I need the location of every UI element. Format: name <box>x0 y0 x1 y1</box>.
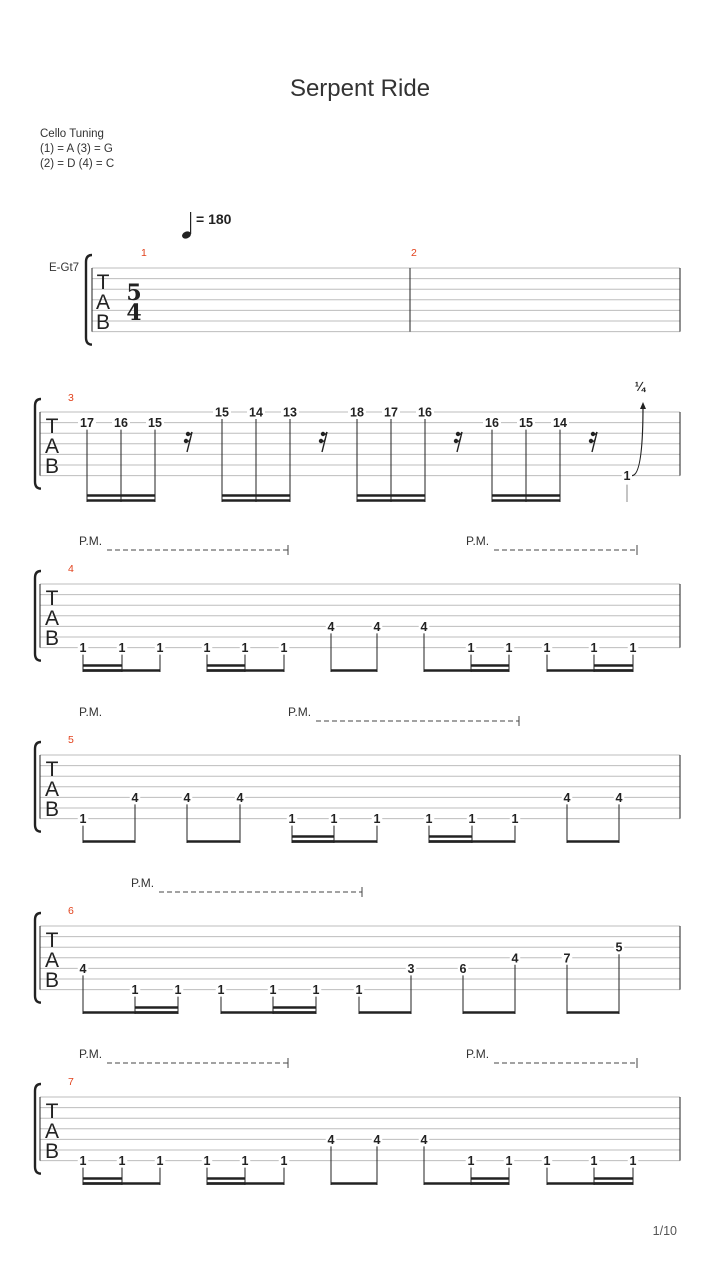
fret-number: 14 <box>249 405 263 420</box>
sixteenth-rest-icon <box>184 432 192 452</box>
fret-number: 4 <box>615 790 623 805</box>
tab-system-3 <box>35 534 680 672</box>
fret-number: 1 <box>467 1154 475 1169</box>
fret-number: 1 <box>241 641 249 656</box>
tab-letter-t: T <box>45 587 59 610</box>
sixteenth-rest-icon <box>454 432 462 452</box>
tab-letter-t: T <box>45 758 59 781</box>
fret-number: 1 <box>468 812 476 827</box>
fret-number: 17 <box>80 416 94 431</box>
fret-number: 15 <box>215 405 229 420</box>
bend-amount: ¼ <box>634 380 646 394</box>
fret-number: 15 <box>148 416 162 431</box>
fret-number: 1 <box>79 1154 87 1169</box>
sixteenth-rest-icon <box>319 432 327 452</box>
fret-number: 1 <box>511 812 519 827</box>
tuning-line-1: (1) = A (3) = G <box>40 143 113 155</box>
tab-letter-a: A <box>44 1120 60 1143</box>
tab-letter-t: T <box>96 271 110 294</box>
tab-letter-a: A <box>44 949 60 972</box>
bar-number: 4 <box>68 563 74 575</box>
fret-number: 4 <box>131 790 139 805</box>
time-signature-top: 5 <box>126 280 142 306</box>
tab-clef <box>45 587 59 650</box>
bar-number: 6 <box>68 905 74 917</box>
fret-number: 1 <box>543 1154 551 1169</box>
fret-number: 1 <box>543 641 551 656</box>
fret-number: 1 <box>629 1154 637 1169</box>
fret-number: 1 <box>467 641 475 656</box>
tab-clef <box>45 758 59 821</box>
palm-mute-label: P.M. <box>79 705 103 719</box>
tab-letter-b: B <box>44 798 60 821</box>
tab-letter-t: T <box>45 1100 59 1123</box>
palm-mute-label: P.M. <box>131 876 155 890</box>
fret-number: 4 <box>327 1132 335 1147</box>
fret-number: 4 <box>563 790 571 805</box>
fret-number: 1 <box>373 812 381 827</box>
fret-number: 1 <box>590 1154 598 1169</box>
palm-mute-label: P.M. <box>79 1047 103 1061</box>
bar-number: 1 <box>141 247 147 259</box>
tempo-marking <box>181 211 232 240</box>
fret-number: 1 <box>288 812 296 827</box>
bar-number: 2 <box>411 247 417 259</box>
bar-number: 5 <box>68 734 74 746</box>
fret-number: 5 <box>615 940 623 955</box>
tuning-line-2: (2) = D (4) = C <box>40 158 115 170</box>
tab-letter-b: B <box>44 969 60 992</box>
fret-number: 4 <box>373 1132 381 1147</box>
tab-letter-b: B <box>44 627 60 650</box>
tab-letter-a: A <box>44 435 60 458</box>
fret-number: 17 <box>384 405 398 420</box>
page-number: 1/10 <box>652 1224 677 1238</box>
track-name: E-Gt7 <box>49 262 80 274</box>
fret-number: 1 <box>355 983 363 998</box>
palm-mute-label: P.M. <box>466 1047 490 1061</box>
score-title: Serpent Ride <box>289 75 431 102</box>
fret-number: 1 <box>623 469 631 484</box>
palm-mute-label: P.M. <box>79 534 103 548</box>
fret-number: 1 <box>269 983 277 998</box>
fret-number: 13 <box>283 405 297 420</box>
tab-clef <box>45 1100 59 1163</box>
fret-number: 1 <box>131 983 139 998</box>
bar-number: 3 <box>68 392 74 404</box>
fret-number: 7 <box>563 951 571 966</box>
fret-number: 1 <box>241 1154 249 1169</box>
tab-letter-b: B <box>44 455 60 478</box>
fret-number: 1 <box>330 812 338 827</box>
fret-number: 1 <box>505 641 513 656</box>
fret-number: 1 <box>312 983 320 998</box>
tab-letter-t: T <box>45 415 59 438</box>
fret-number: 16 <box>485 416 499 431</box>
fret-number: 3 <box>407 961 415 976</box>
system-bracket <box>86 255 92 345</box>
tab-letter-b: B <box>44 1140 60 1163</box>
tab-clef <box>96 271 110 334</box>
tab-system-2 <box>35 380 680 502</box>
fret-number: 4 <box>373 619 381 634</box>
bend-arrow-icon <box>640 402 646 409</box>
fret-number: 1 <box>203 641 211 656</box>
bar-number: 7 <box>68 1076 74 1088</box>
palm-mute-label: P.M. <box>288 705 312 719</box>
tuning-heading: Cello Tuning <box>40 128 104 140</box>
fret-number: 1 <box>280 1154 288 1169</box>
fret-number: 18 <box>350 405 364 420</box>
fret-number: 4 <box>236 790 244 805</box>
fret-number: 4 <box>183 790 191 805</box>
fret-number: 1 <box>590 641 598 656</box>
fret-number: 14 <box>553 416 567 431</box>
tab-system-1 <box>86 247 680 345</box>
fret-number: 4 <box>79 961 87 976</box>
fret-number: 1 <box>156 1154 164 1169</box>
fret-number: 16 <box>418 405 432 420</box>
sixteenth-rest-icon <box>589 432 597 452</box>
fret-number: 4 <box>511 951 519 966</box>
fret-number: 4 <box>420 619 428 634</box>
fret-number: 1 <box>156 641 164 656</box>
fret-number: 1 <box>79 641 87 656</box>
tab-letter-t: T <box>45 929 59 952</box>
fret-number: 1 <box>79 812 87 827</box>
tab-system-5 <box>35 876 680 1014</box>
tab-letter-a: A <box>44 607 60 630</box>
fret-number: 1 <box>118 1154 126 1169</box>
fret-number: 1 <box>505 1154 513 1169</box>
tab-system-6 <box>35 1047 680 1185</box>
fret-number: 1 <box>629 641 637 656</box>
fret-number: 16 <box>114 416 128 431</box>
systems <box>35 247 680 1185</box>
palm-mute-label: P.M. <box>466 534 490 548</box>
tab-clef <box>45 929 59 992</box>
tab-letter-b: B <box>95 311 111 334</box>
fret-number: 1 <box>118 641 126 656</box>
fret-number: 1 <box>280 641 288 656</box>
tab-letter-a: A <box>44 778 60 801</box>
fret-number: 4 <box>327 619 335 634</box>
time-signature-bottom: 4 <box>126 300 142 326</box>
fret-number: 6 <box>459 961 467 976</box>
tab-clef <box>45 415 59 478</box>
fret-number: 1 <box>425 812 433 827</box>
tab-system-4 <box>35 705 680 843</box>
tempo-value: = 180 <box>196 211 232 227</box>
fret-number: 15 <box>519 416 533 431</box>
tab-letter-a: A <box>95 291 111 314</box>
fret-number: 4 <box>420 1132 428 1147</box>
fret-number: 1 <box>217 983 225 998</box>
fret-number: 1 <box>203 1154 211 1169</box>
fret-number: 1 <box>174 983 182 998</box>
